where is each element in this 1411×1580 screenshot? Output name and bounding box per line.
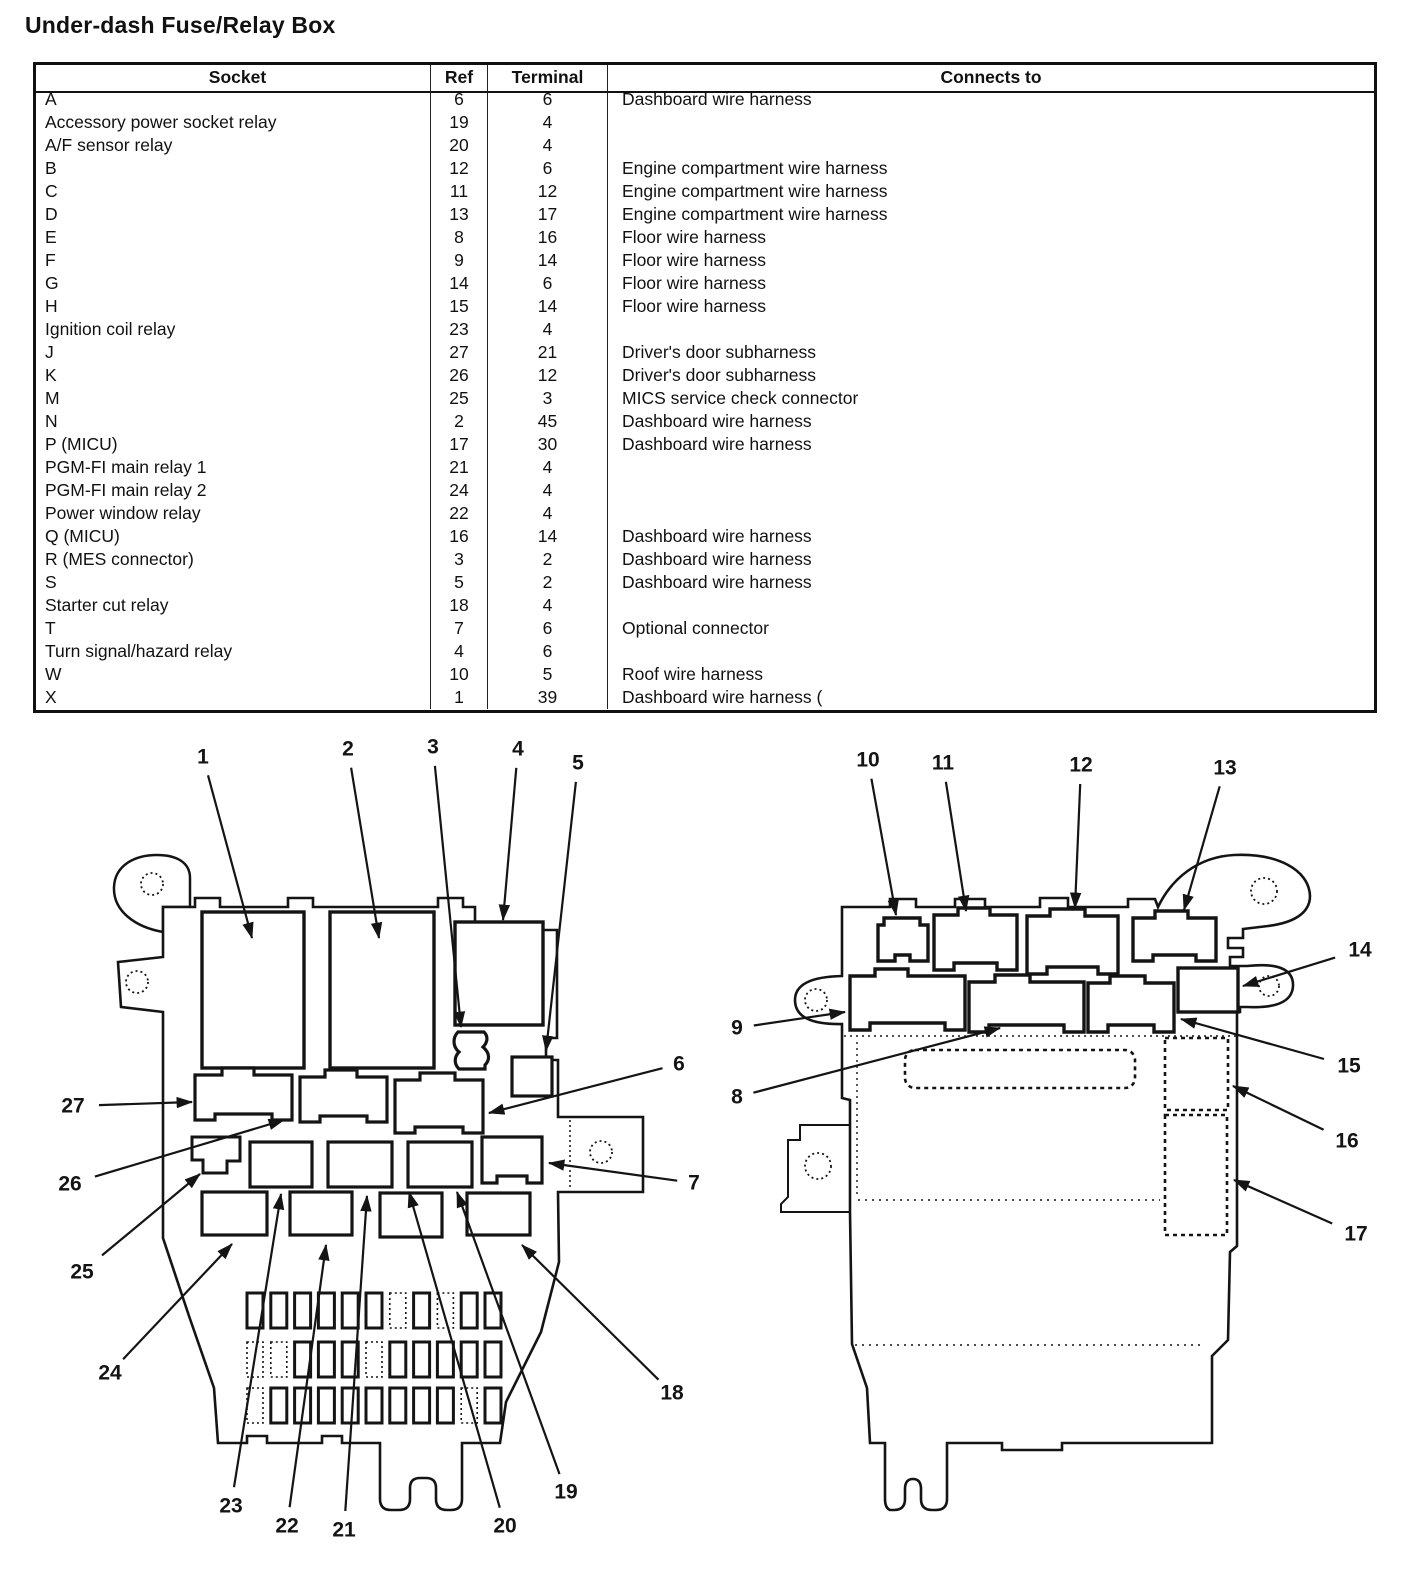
fuse-box-diagram <box>0 715 1411 1580</box>
table-cell: Engine compartment wire harness <box>607 180 1374 203</box>
table-cell: 19 <box>430 111 487 134</box>
callout-number: 3 <box>427 735 439 759</box>
table-cell: 13 <box>430 203 487 226</box>
table-cell: Turn signal/hazard relay <box>45 641 233 661</box>
table-cell: Floor wire harness <box>607 226 1374 249</box>
table-cell: Dashboard wire harness ( <box>607 686 1374 709</box>
table-cell <box>607 594 1374 617</box>
table-cell: X <box>45 687 57 707</box>
table-cell: 17 <box>430 433 487 456</box>
table-cell: 16 <box>430 525 487 548</box>
socket-7t <box>482 1137 542 1183</box>
table-cell: 4 <box>487 502 607 525</box>
callout-number: 15 <box>1337 1054 1361 1078</box>
callout-number: 1 <box>197 745 209 769</box>
socket-r1 <box>202 1192 267 1235</box>
column-header-ref: Ref <box>430 65 487 93</box>
table-cell: PGM-FI main relay 1 <box>45 457 207 477</box>
table-cell: 12 <box>487 180 607 203</box>
callout-arrow <box>1234 1180 1332 1224</box>
connector-15t <box>1088 976 1174 1032</box>
table-cell: D <box>45 204 58 224</box>
table-cell: B <box>45 158 57 178</box>
callout-number: 9 <box>731 1016 743 1040</box>
right-lower-bracket <box>781 1125 850 1212</box>
callout-number: 21 <box>332 1518 356 1542</box>
callout-number: 24 <box>98 1361 122 1385</box>
connector-27t <box>195 1068 292 1120</box>
table-cell: Power window relay <box>45 503 201 523</box>
column-header-connects-to: Connects to <box>607 65 1374 93</box>
table-cell: 4 <box>487 318 607 341</box>
table-cell: Driver's door subharness <box>607 341 1374 364</box>
table-cell: 6 <box>430 88 487 111</box>
table-cell: 6 <box>487 640 607 663</box>
table-cell: Engine compartment wire harness <box>607 157 1374 180</box>
table-cell: F <box>45 250 56 270</box>
callout-number: 19 <box>554 1480 578 1504</box>
table-cell: A <box>45 89 57 109</box>
table-cell: 14 <box>430 272 487 295</box>
table-cell: Q (MICU) <box>45 526 120 546</box>
connector-9t <box>850 969 965 1030</box>
table-cell: 8 <box>430 226 487 249</box>
callout-16 <box>1233 1086 1359 1153</box>
callout-number: 20 <box>493 1514 517 1538</box>
table-cell: Accessory power socket relay <box>45 112 277 132</box>
callout-number: 14 <box>1348 938 1372 962</box>
table-cell <box>607 111 1374 134</box>
callout-17 <box>1234 1180 1368 1246</box>
connector-10t <box>878 918 928 961</box>
callout-number: 6 <box>673 1052 685 1076</box>
table-cell: 6 <box>487 88 607 111</box>
table-cell: W <box>45 664 62 684</box>
table-cell: 1 <box>430 686 487 709</box>
callout-number: 4 <box>512 737 524 761</box>
table-cell: 39 <box>487 686 607 709</box>
table-cell <box>607 640 1374 663</box>
table-cell: 14 <box>487 249 607 272</box>
table-cell: 3 <box>430 548 487 571</box>
table-cell: Dashboard wire harness <box>607 433 1374 456</box>
table-cell: 12 <box>487 364 607 387</box>
table-cell: 11 <box>430 180 487 203</box>
table-cell: 22 <box>430 502 487 525</box>
table-cell: 4 <box>430 640 487 663</box>
table-cell: PGM-FI main relay 2 <box>45 480 207 500</box>
callout-number: 13 <box>1213 756 1237 780</box>
connector-8t <box>969 975 1084 1032</box>
table-cell: 15 <box>430 295 487 318</box>
callout-number: 11 <box>931 751 955 775</box>
table-cell: 7 <box>430 617 487 640</box>
table-cell: Dashboard wire harness <box>607 571 1374 594</box>
table-cell: 14 <box>487 295 607 318</box>
table-cell: Dashboard wire harness <box>607 548 1374 571</box>
table-cell: 25 <box>430 387 487 410</box>
table-cell: 5 <box>430 571 487 594</box>
connector-6t <box>395 1073 483 1133</box>
table-cell: 14 <box>487 525 607 548</box>
socket-r2 <box>290 1192 352 1235</box>
callout-number: 27 <box>61 1094 85 1118</box>
column-header-terminal: Terminal <box>487 65 607 93</box>
table-cell: 4 <box>487 479 607 502</box>
table-cell: 3 <box>487 387 607 410</box>
connector-11t <box>934 908 1017 970</box>
table-cell: C <box>45 181 58 201</box>
callout-number: 23 <box>219 1494 243 1518</box>
table-cell: 6 <box>487 272 607 295</box>
table-cell: 23 <box>430 318 487 341</box>
table-cell: T <box>45 618 56 638</box>
callout-5 <box>546 752 584 1052</box>
table-cell: 30 <box>487 433 607 456</box>
table-cell: J <box>45 342 54 362</box>
table-cell: 10 <box>430 663 487 686</box>
connector-mid <box>300 1070 387 1122</box>
table-cell: G <box>45 273 59 293</box>
table-cell: 45 <box>487 410 607 433</box>
table-cell: 2 <box>487 571 607 594</box>
table-cell: 4 <box>487 594 607 617</box>
socket-s1 <box>250 1142 312 1187</box>
callout-4 <box>503 738 524 921</box>
callout-number: 25 <box>70 1260 94 1284</box>
callout-number: 5 <box>572 751 584 775</box>
connector-13t <box>1133 911 1216 961</box>
table-cell: Ignition coil relay <box>45 319 176 339</box>
table-cell: 9 <box>430 249 487 272</box>
callout-18 <box>522 1245 684 1405</box>
table-cell: Dashboard wire harness <box>607 410 1374 433</box>
socket-s2 <box>328 1142 392 1187</box>
table-cell <box>607 502 1374 525</box>
table-cell: 4 <box>487 456 607 479</box>
callout-arrow <box>503 768 516 920</box>
table-cell: Floor wire harness <box>607 295 1374 318</box>
relay-1 <box>202 912 304 1068</box>
table-cell: Floor wire harness <box>607 272 1374 295</box>
table-cell: A/F sensor relay <box>45 135 173 155</box>
callout-number: 16 <box>1335 1129 1359 1153</box>
column-header-socket: Socket <box>36 65 430 93</box>
table-cell: 21 <box>430 456 487 479</box>
table-cell: Dashboard wire harness <box>607 525 1374 548</box>
table-cell: 4 <box>487 134 607 157</box>
socket-5 <box>512 1057 552 1096</box>
table-cell: 12 <box>430 157 487 180</box>
table-cell: Floor wire harness <box>607 249 1374 272</box>
table-cell: 21 <box>487 341 607 364</box>
callout-number: 26 <box>58 1172 82 1196</box>
table-cell: Engine compartment wire harness <box>607 203 1374 226</box>
table-cell <box>607 318 1374 341</box>
callout-number: 8 <box>731 1085 743 1109</box>
table-cell: 5 <box>487 663 607 686</box>
table-cell: Dashboard wire harness <box>607 88 1374 111</box>
table-cell: 6 <box>487 157 607 180</box>
callout-number: 22 <box>275 1514 299 1538</box>
callout-number: 12 <box>1069 753 1093 777</box>
table-cell: P (MICU) <box>45 434 118 454</box>
table-cell: 24 <box>430 479 487 502</box>
callout-number: 2 <box>342 737 354 761</box>
table-cell: N <box>45 411 58 431</box>
right-lower-bracket-hole <box>805 1153 831 1179</box>
table-cell: 26 <box>430 364 487 387</box>
table-cell <box>607 479 1374 502</box>
callout-arrow <box>946 782 966 911</box>
table-cell <box>607 134 1374 157</box>
table-cell: H <box>45 296 58 316</box>
table-cell: 20 <box>430 134 487 157</box>
socket-s3 <box>408 1142 472 1187</box>
table-cell: 6 <box>487 617 607 640</box>
relay-2 <box>330 912 434 1068</box>
callout-number: 17 <box>1344 1222 1368 1246</box>
callout-arrow <box>871 779 896 915</box>
callout-number: 7 <box>688 1171 700 1195</box>
connector-14t <box>1178 968 1238 1012</box>
table-cell: Roof wire harness <box>607 663 1374 686</box>
connector-12t <box>1027 909 1118 974</box>
socket-r4 <box>467 1193 530 1235</box>
callout-12 <box>1069 754 1092 909</box>
table-cell: 27 <box>430 341 487 364</box>
table-cell: 2 <box>487 548 607 571</box>
socket-table <box>33 62 1377 713</box>
table-cell: 2 <box>430 410 487 433</box>
callout-arrow <box>546 782 576 1051</box>
callout-arrow <box>1233 1086 1324 1130</box>
table-cell: 17 <box>487 203 607 226</box>
table-cell: K <box>45 365 57 385</box>
table-cell: M <box>45 388 60 408</box>
table-cell: Driver's door subharness <box>607 364 1374 387</box>
table-cell <box>607 456 1374 479</box>
table-cell: 4 <box>487 111 607 134</box>
table-cell: 16 <box>487 226 607 249</box>
table-cell: MICS service check connector <box>607 387 1374 410</box>
page-title: Under-dash Fuse/Relay Box <box>25 12 336 38</box>
callout-10 <box>856 749 896 916</box>
table-cell: 18 <box>430 594 487 617</box>
callout-arrow <box>1075 784 1080 908</box>
table-cell: E <box>45 227 57 247</box>
table-cell: Optional connector <box>607 617 1374 640</box>
table-cell: Starter cut relay <box>45 595 169 615</box>
table-cell: S <box>45 572 57 592</box>
callout-number: 18 <box>660 1381 684 1405</box>
callout-number: 10 <box>856 748 880 772</box>
table-cell: R (MES connector) <box>45 549 194 569</box>
socket-3 <box>454 1032 489 1069</box>
relay-4 <box>455 922 543 1025</box>
callout-11 <box>932 752 966 912</box>
